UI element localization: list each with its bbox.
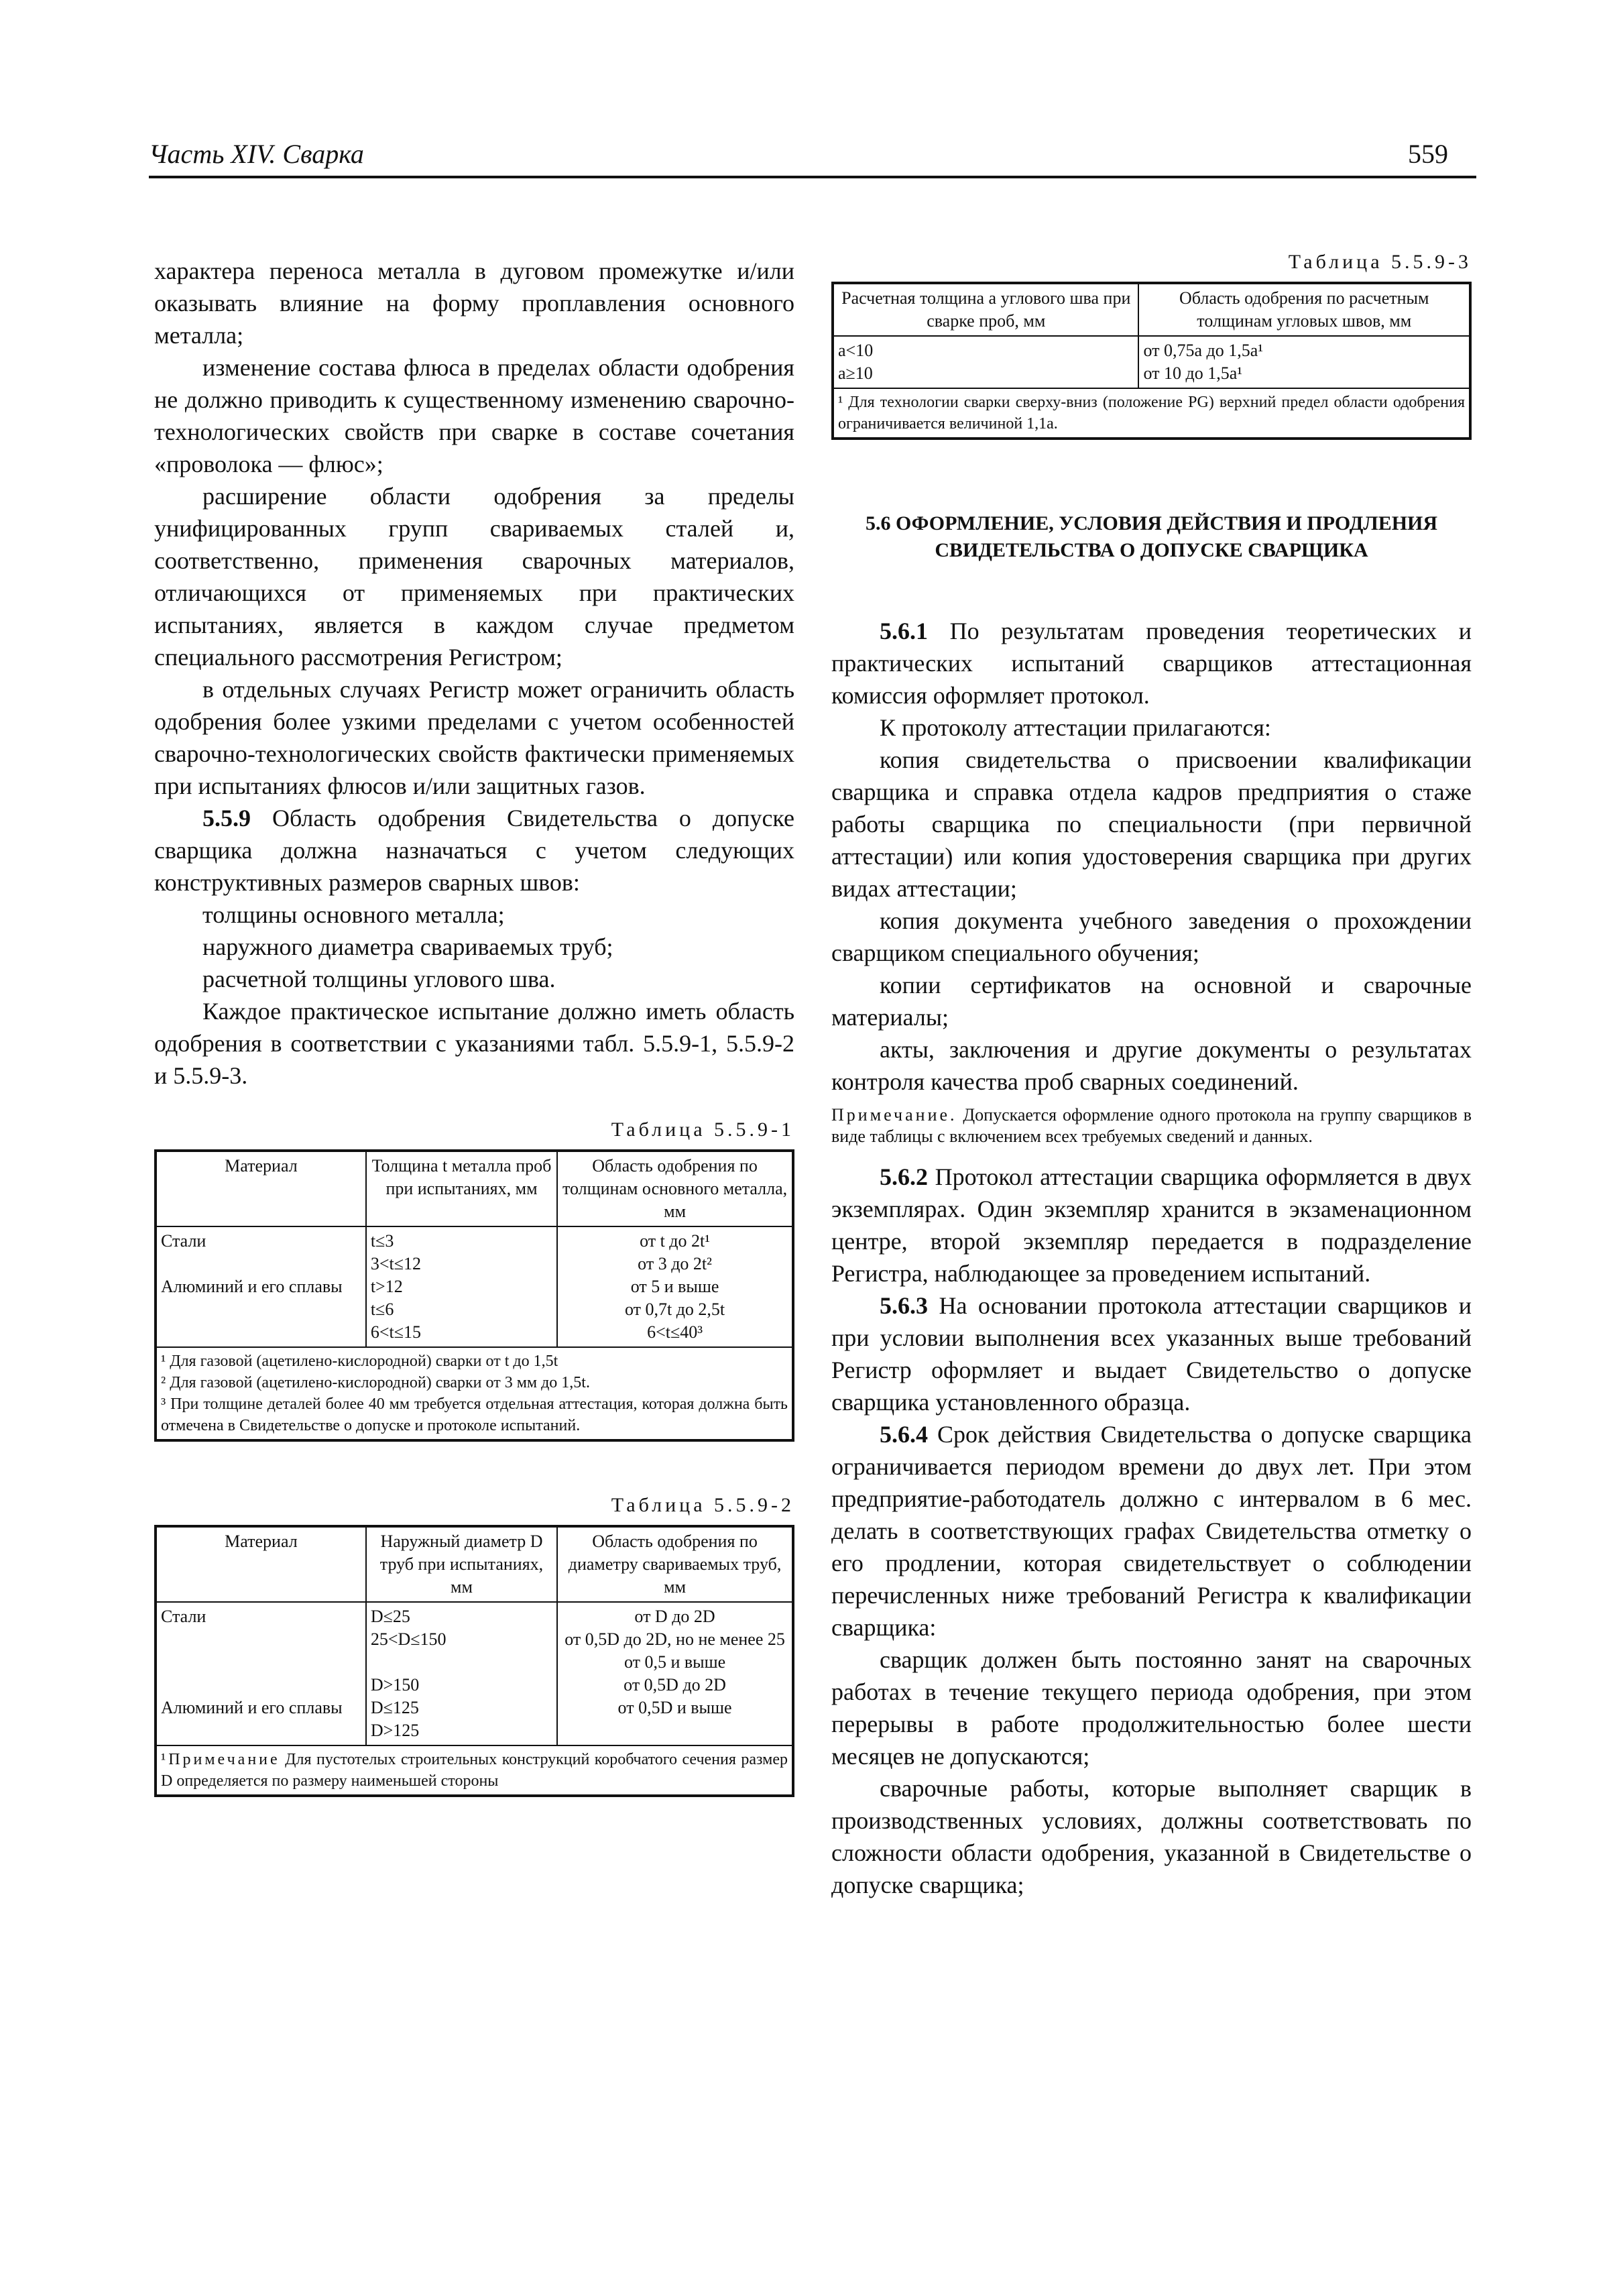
clause-5-6-1: [831, 615, 1472, 711]
table-row: [156, 1602, 793, 1745]
cell-line: 3<t≤12: [370, 1254, 421, 1273]
cell-line: 25<D≤150: [370, 1629, 447, 1649]
clause-text: На основании протокола аттестации сварщиков и при условии выполнения всех указанных выше требований Регистр оформляет и выдает Свидетельство о допуске сварщика установленного образца.: [831, 1292, 1472, 1416]
table-header-row: [156, 1151, 793, 1226]
section-heading: 5.6 ОФОРМЛЕНИЕ, УСЛОВИЯ ДЕЙСТВИЯ И ПРОДЛЕНИЯ СВИДЕТЕЛЬСТВА О ДОПУСКЕ СВАРЩИКА: [865, 512, 1438, 561]
clause-number: 5.6.1: [880, 618, 928, 644]
cell-line: D>125: [370, 1721, 420, 1740]
table-5-5-9-2: [154, 1525, 794, 1797]
table-5-5-9-3: [831, 282, 1472, 440]
list-item: акты, заключения и другие документы о результатах контроля качества проб сварных соединений.: [831, 1036, 1472, 1095]
note: [831, 1104, 1472, 1147]
footnote: ³ При толщине деталей более 40 мм требуется отдельная аттестация, которая должна быть отмечена в Свидетельстве о допуске и протоколе испытаний.: [161, 1395, 788, 1434]
cell-spacer: [161, 1628, 361, 1697]
table-row: [156, 1226, 793, 1347]
cell-spacer: [371, 1651, 552, 1674]
paragraph-extension: расширение области одобрения за пределы унифицированных групп свариваемых сталей и, соответственно, применения сварочных материалов, отличающихся от применяемых при практических испытаниях, является в каждом случае предметом специального рассмотрения Регистром;: [154, 483, 794, 671]
table-caption: Таблица 5.5.9-1: [611, 1118, 794, 1141]
header-rule: [149, 176, 1476, 178]
paragraph-flux: изменение состава флюса в пределах области одобрения не должно приводить к существенному изменению сварочно-технологических свойств при сварке в составе сочетания «проволока — флюс»;: [154, 354, 794, 477]
clause-closing: Каждое практическое испытание должно иметь область одобрения в соответствии с указаниями табл. 5.5.9-1, 5.5.9-2 и 5.5.9-3.: [154, 998, 794, 1089]
cell-line: t>12: [370, 1277, 403, 1296]
table-cell: [1138, 336, 1470, 388]
note-label: ¹Примечание: [161, 1751, 280, 1768]
header-cell: Материал: [156, 1151, 366, 1226]
cell-line: 6<t≤40³: [647, 1322, 703, 1342]
table-caption: Таблица 5.5.9-3: [1288, 251, 1472, 273]
header-cell: Наружный диаметр D труб при испытаниях, мм: [366, 1526, 557, 1602]
clause-5-6-3: [831, 1289, 1472, 1418]
cell-line: t≤6: [370, 1300, 394, 1319]
clause-number: 5.5.9: [202, 805, 251, 831]
cell-line: a≥10: [838, 363, 873, 383]
list-item: наружного диаметра свариваемых труб;: [202, 933, 613, 960]
left-column: [154, 255, 794, 1797]
cell-line: a<10: [838, 341, 874, 360]
table-notes-row: [156, 1347, 793, 1440]
table-notes: ¹ Для технологии сварки сверху-вниз (положение PG) верхний предел области одобрения ограничивается величиной 1,1a.: [833, 388, 1470, 439]
cell-line: 6<t≤15: [370, 1322, 421, 1342]
list-item: копия свидетельства о присвоении квалификации сварщика и справка отдела кадров предприятия о стаже работы сварщика по специальности (при первичной аттестации) или копия удостоверения сварщика при других видах аттестации;: [831, 746, 1472, 902]
list-item: сварщик должен быть постоянно занят на сварочных работах в течение текущего периода одобрения, при этом перерывы в работе продолжительностью более шести месяцев не допускаются;: [831, 1646, 1472, 1770]
table-cell: [366, 1226, 557, 1347]
note-text: Допускается оформление одного протокола на группу сварщиков в виде таблицы с включением всех требуемых сведений и данных.: [831, 1105, 1472, 1146]
cell-line: Стали: [161, 1607, 206, 1626]
table-notes-row: [833, 388, 1470, 439]
page-number: 559: [1408, 139, 1448, 169]
cell-line: Алюминий и его сплавы: [161, 1698, 343, 1717]
list-item: сварочные работы, которые выполняет сварщик в производственных условиях, должны соответствовать по сложности области одобрения, указанной в Свидетельстве о допуске сварщика;: [831, 1775, 1472, 1898]
header-cell: Толщина t металла проб при испытаниях, мм: [366, 1151, 557, 1226]
note-text: Для пустотелых строительных конструкций коробчатого сечения размер D определяется по размеру наименьшей стороны: [161, 1751, 788, 1790]
clause-number: 5.6.3: [880, 1292, 928, 1319]
header-cell: Область одобрения по толщинам основного металла, мм: [557, 1151, 793, 1226]
cell-line: от 5 и выше: [630, 1277, 719, 1296]
cell-line: от 0,5 и выше: [624, 1652, 726, 1672]
clause-5-6-2: [831, 1161, 1472, 1289]
cell-line: от 3 до 2t²: [638, 1254, 712, 1273]
clause-text: Срок действия Свидетельства о допуске сварщика ограничивается периодом времени до двух лет. При этом предприятие-работодатель должно с интервалом в 6 мес. делать в соответствующих графах Свидетельства отметку о его продлении, которая свидетельствует о соблюдении перечисленных ниже требований Регистра к квалификации сварщика:: [831, 1421, 1472, 1641]
list-item: толщины основного металла;: [202, 901, 505, 928]
table-header-row: [156, 1526, 793, 1602]
list-item: копии сертификатов на основной и сварочные материалы;: [831, 972, 1472, 1031]
header-cell: Область одобрения по расчетным толщинам угловых швов, мм: [1138, 283, 1470, 336]
cell-line: от D до 2D: [634, 1607, 715, 1626]
table-cell: [156, 1602, 366, 1745]
cell-line: от 0,5D до 2D, но не менее 25: [565, 1629, 785, 1649]
cell-line: от t до 2t¹: [640, 1231, 711, 1251]
table-row: [833, 336, 1470, 388]
part-title: Часть XIV. Сварка: [149, 139, 364, 169]
right-column: [831, 251, 1472, 1901]
clause-number: 5.6.2: [880, 1163, 928, 1190]
cell-line: от 10 до 1,5a¹: [1143, 363, 1243, 383]
header-cell: Расчетная толщина a углового шва при сварке проб, мм: [833, 283, 1138, 336]
footnote: ¹ Для газовой (ацетилено-кислородной) сварки от t до 1,5t: [161, 1353, 558, 1370]
cell-line: t≤3: [370, 1231, 394, 1251]
cell-line: [161, 1253, 361, 1275]
clause-5-5-9: [154, 802, 794, 899]
note-label: Примечание.: [831, 1105, 957, 1125]
paragraph-continuation: характера переноса металла в дуговом промежутке и/или оказывать влияние на форму проплавления основного металла;: [154, 257, 794, 349]
clause-text: Протокол аттестации сварщика оформляется в двух экземплярах. Один экземпляр хранится в экзаменационном центре, второй экземпляр передается в подразделение Регистра, наблюдающее за проведением испытаний.: [831, 1163, 1472, 1287]
clause-5-6-4: [831, 1418, 1472, 1644]
list-item: расчетной толщины углового шва.: [202, 966, 556, 992]
header-cell: Область одобрения по диаметру свариваемых труб, мм: [557, 1526, 793, 1602]
cell-line: от 0,75a до 1,5a¹: [1143, 341, 1264, 360]
table-cell: [156, 1226, 366, 1347]
cell-line: от 0,5D до 2D: [624, 1675, 726, 1695]
table-header-row: [833, 283, 1470, 336]
cell-line: от 0,5D и выше: [617, 1698, 732, 1717]
clause-text: Область одобрения Свидетельства о допуске сварщика должна назначаться с учетом следующих конструктивных размеров сварных швов:: [154, 805, 794, 896]
list-item: копия документа учебного заведения о прохождении сварщиком специального обучения;: [831, 907, 1472, 966]
table-notes-row: [156, 1745, 793, 1796]
table-caption: Таблица 5.5.9-2: [611, 1494, 794, 1516]
clause-text: По результатам проведения теоретических и практических испытаний сварщиков аттестационная комиссия оформляет протокол.: [831, 618, 1472, 709]
footnote: ² Для газовой (ацетилено-кислородной) сварки от 3 мм до 1,5t.: [161, 1374, 590, 1391]
attachments-intro: К протоколу аттестации прилагаются:: [880, 714, 1271, 741]
table-5-5-9-1: [154, 1149, 794, 1442]
table-notes: [156, 1745, 793, 1796]
paragraph-restriction: в отдельных случаях Регистр может ограничить область одобрения более узкими пределами с учетом особенностей сварочно-технологических свойств фактически применяемых при испытаниях флюсов и/или защитных газов.: [154, 676, 794, 799]
table-cell: [833, 336, 1138, 388]
cell-line: D≤125: [370, 1698, 419, 1717]
cell-line: Алюминий и его сплавы: [161, 1277, 343, 1296]
cell-line: D≤25: [370, 1607, 410, 1626]
cell-line: от 0,7t до 2,5t: [624, 1300, 725, 1319]
header-cell: Материал: [156, 1526, 366, 1602]
table-cell: [557, 1226, 793, 1347]
cell-line: Стали: [161, 1231, 206, 1251]
table-notes: [156, 1347, 793, 1440]
clause-number: 5.6.4: [880, 1421, 928, 1448]
table-cell: [557, 1602, 793, 1745]
cell-line: D>150: [370, 1675, 420, 1695]
table-cell: [366, 1602, 557, 1745]
